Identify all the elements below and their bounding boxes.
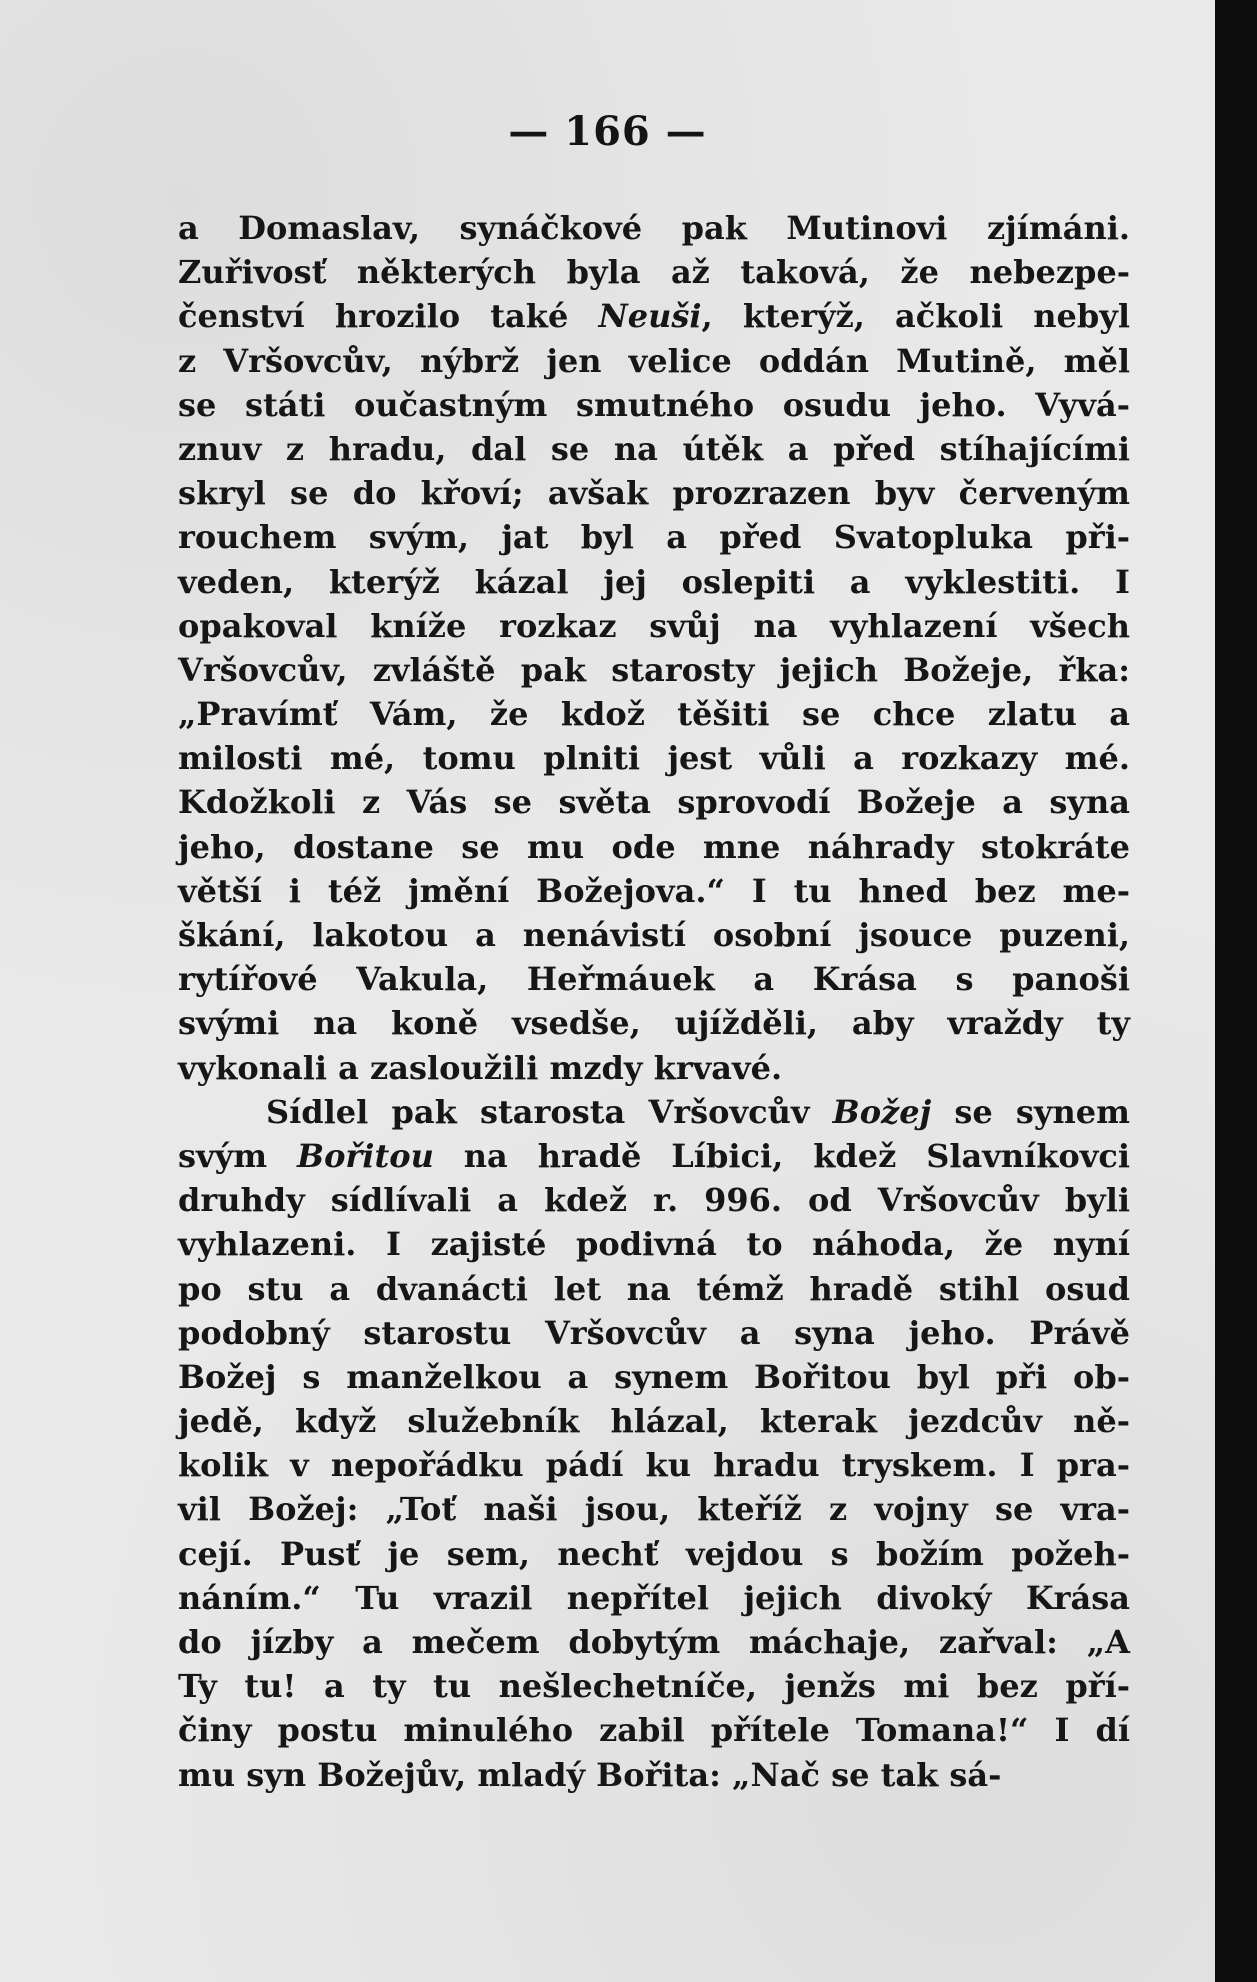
text-line: náním.“ Tu vrazil nepřítel jejich divoký Krása [178,1578,1130,1617]
text-line [178,1090,1130,1134]
text-line: cejí. Pusť je sem, nechť vejdou s božím požeh- [178,1534,1130,1573]
text-line: z Vršovcův, nýbrž jen velice oddán Mutině, měl [178,341,1130,380]
text-segment: svým [178,1136,298,1175]
text-line: do jízby a mečem dobytým máchaje, zařval: „A [178,1623,1130,1661]
text-line: jeho, dostane se mu ode mne náhrady stokráte [178,827,1130,866]
scan-edge [1215,0,1257,1982]
text-line: vykonali a zasloužili mzdy krvavé. [178,1048,783,1087]
text-line: kolik v nepořádku pádí ku hradu tryskem. I pra- [178,1446,1130,1485]
text-line: Božej s manželkou a synem Bořitou byl při ob- [178,1357,1130,1396]
text-line: větší i též jmění Božejova.“ I tu hned bez me- [178,871,1130,910]
text-line: Zuřivosť některých byla až taková, že nebezpe- [178,253,1130,292]
text-line: opakoval kníže rozkaz svůj na vyhlazení všech [178,606,1130,645]
text-line: mu syn Božejův, mladý Bořita: „Nač se tak sá- [178,1755,1002,1794]
text-line: činy postu minulého zabil přítele Tomana!“ I dí [178,1711,1130,1750]
text-line [178,1134,1130,1178]
text-line: Vršovcův, zvláště pak starosty jejich Božeje, řka: [178,650,1130,689]
italic-name: Neuši [598,297,702,336]
text-line: Kdožkoli z Vás se světa sprovodí Božeje a syna [178,783,1130,822]
italic-name: Božej [832,1092,932,1131]
page-number: — 166 — [508,108,707,155]
text-line: znuv z hradu, dal se na útěk a před stíhajícími [178,429,1130,468]
text-line: Ty tu! a ty tu nešlechetníče, jenžs mi bez pří- [178,1667,1130,1706]
text-line: podobný starostu Vršovcův a syna jeho. Právě [178,1313,1130,1352]
text-line: druhdy sídlívali a kdež r. 996. od Vršovcův byli [178,1181,1130,1220]
text-segment: na hradě Líbici, kdež Slavníkovci [433,1136,1131,1175]
text-segment: Sídlel pak starosta Vršovcův [266,1092,833,1131]
text-line: a Domaslav, synáčkové pak Mutinovi zjímáni. [178,209,1130,247]
italic-name: Bořitou [297,1136,434,1175]
text-line: vyhlazeni. I zajisté podivná to náhoda, že nyní [178,1225,1130,1264]
text-line: rouchem svým, jat byl a před Svatopluka při- [178,518,1130,557]
text-line: skryl se do křoví; avšak prozrazen byv červeným [178,474,1130,513]
text-segment: , kterýž, ačkoli nebyl [701,297,1130,336]
text-line: svými na koně vsedše, ujížděli, aby vraždy ty [178,1004,1130,1043]
text-segment: čenství hrozilo také [178,297,599,336]
text-line: veden, kterýž kázal jej oslepiti a vyklestiti. I [178,562,1130,601]
text-line: po stu a dvanácti let na témž hradě stihl osud [178,1269,1130,1308]
text-line: milosti mé, tomu plniti jest vůli a rozkazy mé. [178,739,1130,778]
text-line: jedě, když služebník hlázal, kterak jezdcův ně- [178,1402,1130,1441]
text-line: škání, lakotou a nenávistí osobní jsouce puzeni, [178,916,1130,954]
page-text [178,206,1130,1797]
text-line: se státi oučastným smutného osudu jeho. Vyvá- [178,385,1130,424]
text-line: rytířové Vakula, Heřmáuek a Krása s panoši [178,960,1130,999]
text-line [178,294,1130,338]
text-segment: se synem [931,1092,1131,1131]
text-line: „Pravímť Vám, že kdož těšiti se chce zlatu a [178,695,1130,734]
text-line: vil Božej: „Toť naši jsou, kteříž z vojny se vra- [178,1490,1130,1529]
